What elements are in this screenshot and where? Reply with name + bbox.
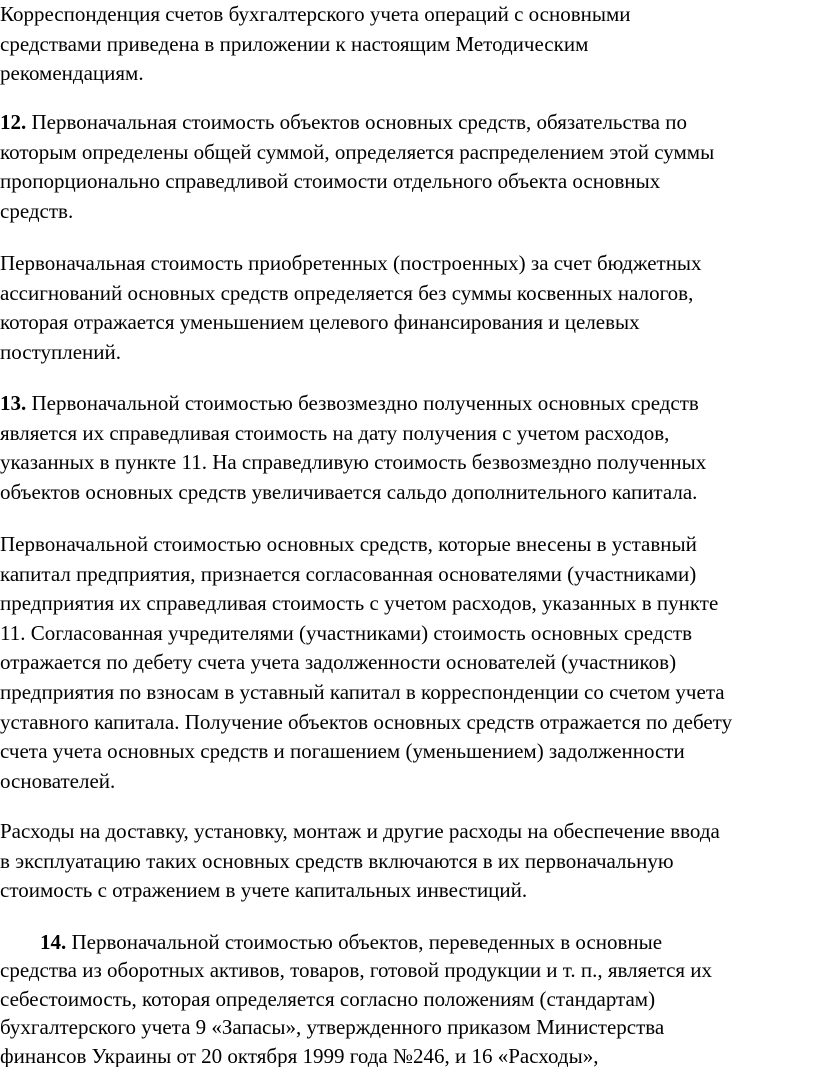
text-line: счета учета основных средств и погашением (уменьшением) задолженности	[0, 739, 685, 764]
paragraph-correspondence	[0, 0, 814, 89]
paragraph-14	[0, 928, 814, 1067]
text-line	[0, 928, 814, 956]
text-line: в эксплуатацию таких основных средств включаются в их первоначальную	[0, 848, 674, 873]
text-line: Корреспонденция счетов бухгалтерского учета операций с основными	[0, 2, 631, 26]
paragraph-13	[0, 389, 814, 507]
text-fragment: Первоначальная стоимость объектов основных средств, обязательства по	[26, 110, 687, 134]
paragraph-charter-capital	[0, 530, 814, 796]
paragraph-number: 14.	[40, 930, 67, 954]
text-line	[0, 389, 814, 419]
text-fragment: Первоначальной стоимостью безвозмездно полученных основных средств	[26, 391, 699, 415]
text-line: предприятия их справедливая стоимость с учетом расходов, указанных в пункте	[0, 591, 719, 616]
paragraph-budget-assets	[0, 249, 814, 367]
text-line: предприятия по взносам в уставный капитал в корреспонденции со счетом учета	[0, 679, 725, 704]
text-line: 11. Согласованная учредителями (участниками) стоимость основных средств	[0, 620, 692, 645]
text-line: уставного капитала. Получение объектов основных средств отражается по дебету	[0, 709, 733, 734]
text-line	[0, 108, 814, 138]
text-line: является их справедливая стоимость на дату получения с учетом расходов,	[0, 420, 670, 445]
text-line: рекомендациям.	[0, 61, 144, 86]
paragraph-delivery-costs	[0, 817, 814, 906]
text-line: отражается по дебету счета учета задолженности основателей (участников)	[0, 650, 677, 675]
text-line: пропорционально справедливой стоимости отдельного объекта основных	[0, 169, 661, 194]
text-line: себестоимость, которая определяется согласно положениям (стандартам)	[0, 986, 656, 1011]
text-line: Расходы на доставку, установку, монтаж и другие расходы на обеспечение ввода	[0, 819, 720, 843]
text-line: ассигнований основных средств определяется без суммы косвенных налогов,	[0, 280, 694, 305]
paragraph-number: 12.	[0, 110, 27, 134]
text-line: бухгалтерского учета 9 «Запасы», утвержденного приказом Министерства	[0, 1015, 665, 1040]
paragraph-number: 13.	[0, 391, 27, 415]
text-line: стоимость с отражением в учете капитальных инвестиций.	[0, 878, 528, 903]
text-line: средствами приведена в приложении к настоящим Методическим	[0, 31, 589, 56]
text-line: которым определены общей суммой, определяется распределением этой суммы	[0, 139, 715, 164]
text-line: капитал предприятия, признается согласованная основателями (участниками)	[0, 561, 697, 586]
text-line: средства из оборотных активов, товаров, готовой продукции и т. п., является их	[0, 958, 713, 983]
text-line: средств.	[0, 198, 74, 223]
text-line: Первоначальная стоимость приобретенных (построенных) за счет бюджетных	[0, 251, 702, 275]
text-line: которая отражается уменьшением целевого финансирования и целевых	[0, 310, 640, 335]
text-line: указанных в пункте 11. На справедливую стоимость безвозмездно полученных	[0, 450, 707, 475]
text-line: основателей.	[0, 768, 116, 793]
text-line: Первоначальной стоимостью основных средств, которые внесены в уставный	[0, 532, 697, 556]
paragraph-12	[0, 108, 814, 226]
text-line: финансов Украины от 20 октября 1999 года №246, и 16 «Расходы»,	[0, 1043, 599, 1067]
text-line: поступлений.	[0, 339, 121, 364]
text-line: объектов основных средств увеличивается сальдо дополнительного капитала.	[0, 479, 698, 504]
text-fragment: Первоначальной стоимостью объектов, переведенных в основные	[66, 930, 663, 954]
